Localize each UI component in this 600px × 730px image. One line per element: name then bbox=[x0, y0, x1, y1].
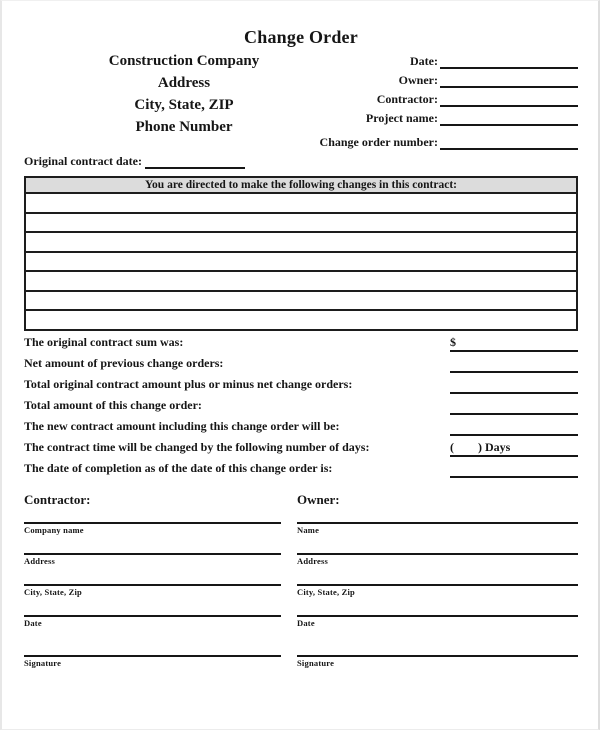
date-label: Date: bbox=[410, 54, 438, 68]
contractor-heading: Contractor: bbox=[24, 491, 91, 507]
contractor-signature-column bbox=[24, 492, 281, 669]
signature-field bbox=[24, 584, 281, 598]
name-field-label: Name bbox=[297, 524, 320, 535]
company-phone: Phone Number bbox=[135, 119, 233, 135]
field-project-name bbox=[314, 107, 578, 126]
original-contract-date-row bbox=[24, 153, 578, 169]
signature-field bbox=[24, 522, 281, 536]
company-block bbox=[24, 50, 314, 150]
document-header bbox=[24, 50, 578, 150]
address-field-label: Address bbox=[297, 555, 329, 566]
contractor-label: Contractor: bbox=[376, 92, 438, 106]
amount-label: The date of completion as of the date of this change order is: bbox=[24, 460, 333, 475]
field-change-order-number bbox=[314, 131, 578, 150]
project-name-label: Project name: bbox=[365, 111, 438, 125]
original-contract-date-label: Original contract date: bbox=[24, 154, 142, 168]
amount-label: Net amount of previous change orders: bbox=[24, 355, 224, 370]
signature-field bbox=[297, 584, 578, 598]
signature-field bbox=[297, 522, 578, 536]
field-owner bbox=[314, 69, 578, 88]
amount-row bbox=[24, 377, 578, 398]
owner-signature-column bbox=[297, 492, 578, 669]
city-state-zip-field-label: City, State, Zip bbox=[297, 586, 355, 597]
date-field-label: Date bbox=[24, 617, 42, 628]
owner-label: Owner: bbox=[398, 73, 438, 87]
amount-fill-line bbox=[450, 377, 578, 394]
changes-table-empty-row bbox=[26, 292, 576, 312]
date-field-label: Date bbox=[297, 617, 315, 628]
header-fields bbox=[314, 50, 578, 150]
amount-fill-line bbox=[450, 461, 578, 478]
signature-field bbox=[297, 655, 578, 669]
amount-row bbox=[24, 398, 578, 419]
change-order-number-fill-line bbox=[440, 134, 578, 150]
field-contractor bbox=[314, 88, 578, 107]
changes-table bbox=[24, 176, 578, 331]
company-address: Address bbox=[157, 75, 211, 91]
amount-fill-line bbox=[450, 398, 578, 415]
amount-label: The original contract sum was: bbox=[24, 334, 184, 349]
field-date bbox=[314, 50, 578, 69]
amount-label: Total original contract amount plus or minus net change orders: bbox=[24, 376, 353, 391]
amount-row bbox=[24, 356, 578, 377]
amount-fill-line: $ bbox=[450, 335, 578, 352]
signature-field bbox=[24, 553, 281, 567]
amount-section bbox=[24, 335, 578, 482]
project-name-fill-line bbox=[440, 110, 578, 126]
address-field-label: Address bbox=[24, 555, 56, 566]
amount-row bbox=[24, 461, 578, 482]
amount-fill-line bbox=[450, 419, 578, 436]
changes-table-body bbox=[26, 194, 576, 329]
owner-fill-line bbox=[440, 72, 578, 88]
amount-label: The new contract amount including this change order will be: bbox=[24, 418, 340, 433]
changes-table-header: You are directed to make the following changes in this contract: bbox=[26, 178, 576, 194]
company-city-state-zip: City, State, ZIP bbox=[134, 97, 234, 113]
amount-row bbox=[24, 440, 578, 461]
city-state-zip-field-label: City, State, Zip bbox=[24, 586, 82, 597]
company-name: Construction Company bbox=[108, 53, 260, 69]
changes-table-empty-row bbox=[26, 214, 576, 234]
amount-row bbox=[24, 335, 578, 356]
amount-fill-line bbox=[450, 356, 578, 373]
signature-field bbox=[24, 655, 281, 669]
owner-heading: Owner: bbox=[297, 491, 340, 507]
amount-label: The contract time will be changed by the following number of days: bbox=[24, 439, 370, 454]
change-order-number-label: Change order number: bbox=[319, 135, 438, 149]
changes-table-empty-row bbox=[26, 253, 576, 273]
signature-field bbox=[297, 615, 578, 629]
signature-field bbox=[297, 553, 578, 567]
amount-row bbox=[24, 419, 578, 440]
signature-section bbox=[24, 492, 578, 669]
changes-table-empty-row bbox=[26, 272, 576, 292]
date-fill-line bbox=[440, 53, 578, 69]
document-title: Change Order bbox=[244, 27, 358, 47]
amount-label: Total amount of this change order: bbox=[24, 397, 202, 412]
changes-table-empty-row bbox=[26, 311, 576, 329]
changes-table-empty-row bbox=[26, 194, 576, 214]
signature-field bbox=[24, 615, 281, 629]
amount-days-fill-line: ( ) Days bbox=[450, 440, 578, 457]
company-name-field-label: Company name bbox=[24, 524, 84, 535]
signature-field-label: Signature bbox=[297, 657, 335, 668]
changes-table-empty-row bbox=[26, 233, 576, 253]
contractor-fill-line bbox=[440, 91, 578, 107]
original-contract-date-fill-line bbox=[145, 155, 245, 169]
signature-field-label: Signature bbox=[24, 657, 62, 668]
